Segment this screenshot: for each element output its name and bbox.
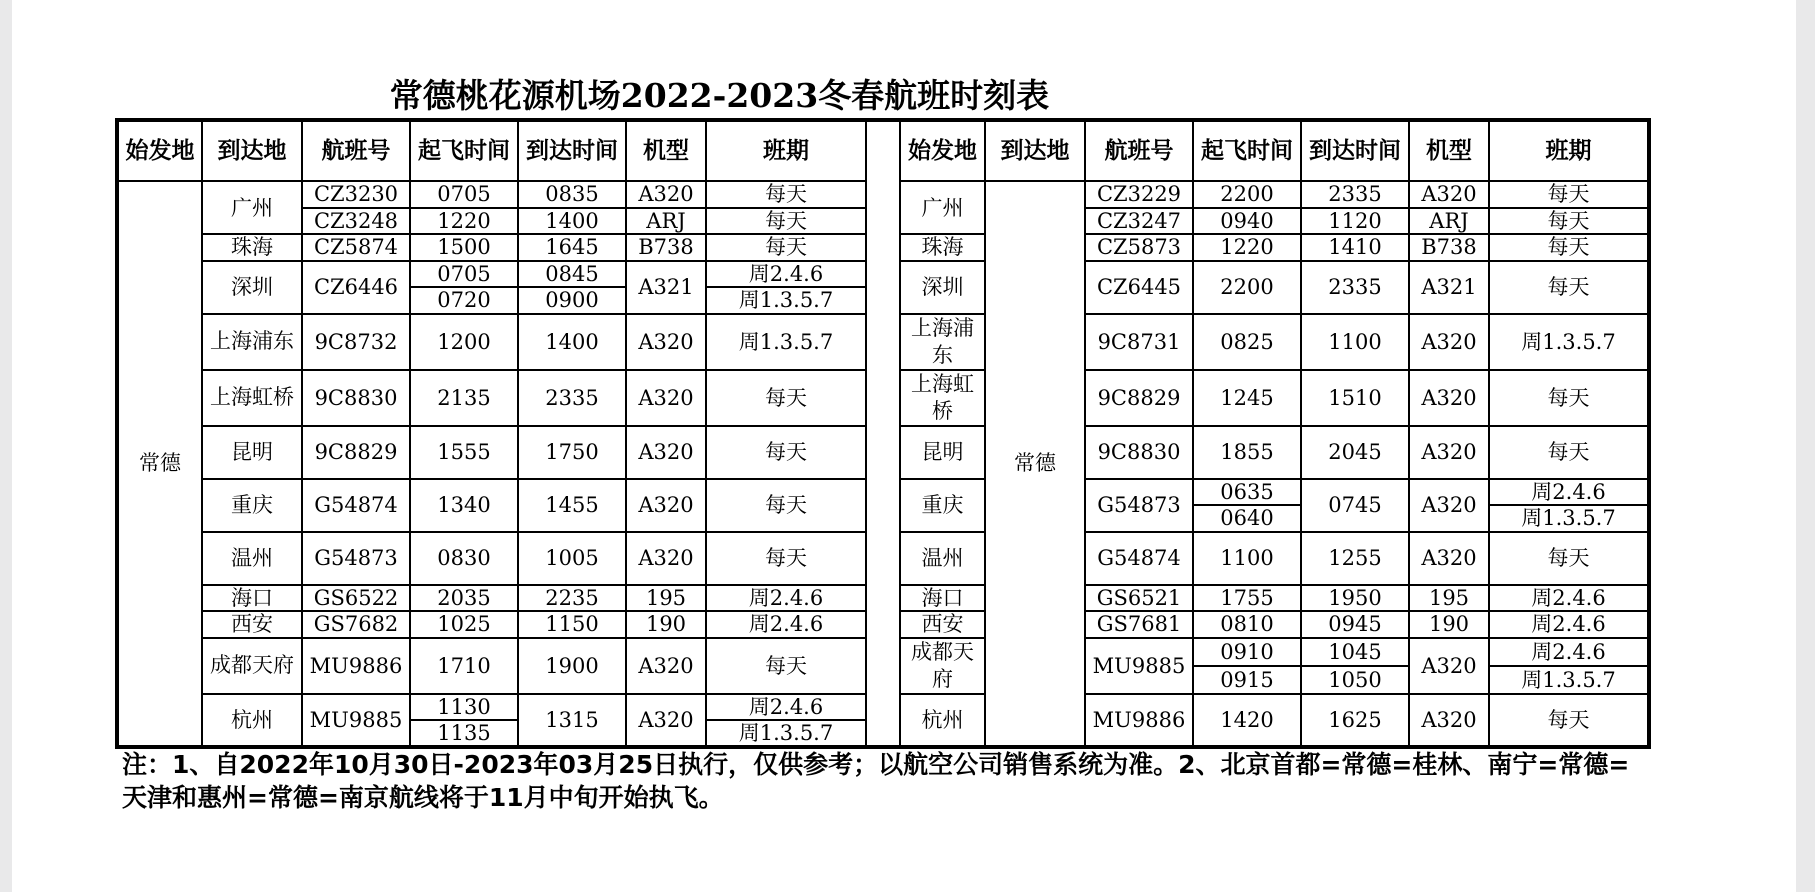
aircraft-cell: A320 <box>1409 694 1489 747</box>
destination-cell: 常德 <box>985 181 1085 747</box>
arrival-cell: 1455 <box>518 479 626 532</box>
departure-cell: 1220 <box>1193 234 1301 261</box>
aircraft-cell: B738 <box>1409 234 1489 261</box>
schedule-cell: 每天 <box>706 208 866 235</box>
departure-cell: 1855 <box>1193 426 1301 479</box>
schedule-cell: 周2.4.6 <box>1489 611 1649 638</box>
flight-no-cell: GS7682 <box>302 611 410 638</box>
aircraft-cell: A321 <box>626 261 706 314</box>
header-departure-time: 起飞时间 <box>1193 120 1301 181</box>
schedule-cell: 周1.3.5.7 <box>1489 314 1649 370</box>
aircraft-cell: A320 <box>1409 638 1489 694</box>
aircraft-cell: A321 <box>1409 261 1489 314</box>
schedule-cell: 每天 <box>1489 426 1649 479</box>
schedule-cell: 周1.3.5.7 <box>1489 505 1649 532</box>
header-origin: 始发地 <box>900 120 985 181</box>
schedule-cell: 每天 <box>706 234 866 261</box>
departure-cell: 1340 <box>410 479 518 532</box>
schedule-cell: 周2.4.6 <box>1489 638 1649 666</box>
schedule-cell: 每天 <box>1489 370 1649 426</box>
departure-cell: 1220 <box>410 208 518 235</box>
schedule-cell: 每天 <box>1489 694 1649 747</box>
flight-no-cell: G54874 <box>302 479 410 532</box>
destination-cell: 昆明 <box>202 426 302 479</box>
aircraft-cell: A320 <box>1409 370 1489 426</box>
origin-cell: 温州 <box>900 532 985 585</box>
destination-cell: 成都天府 <box>202 638 302 694</box>
departure-cell: 0940 <box>1193 208 1301 235</box>
origin-cell: 常德 <box>117 181 202 747</box>
aircraft-cell: 195 <box>626 585 706 612</box>
arrival-cell: 1400 <box>518 314 626 370</box>
departure-cell: 1100 <box>1193 532 1301 585</box>
arrival-cell: 1750 <box>518 426 626 479</box>
aircraft-cell: 190 <box>626 611 706 638</box>
origin-cell: 昆明 <box>900 426 985 479</box>
aircraft-cell: A320 <box>1409 426 1489 479</box>
arrival-cell: 1900 <box>518 638 626 694</box>
flight-no-cell: 9C8731 <box>1085 314 1193 370</box>
aircraft-cell: B738 <box>626 234 706 261</box>
flight-no-cell: GS6522 <box>302 585 410 612</box>
departure-cell: 1135 <box>410 720 518 747</box>
flight-no-cell: GS7681 <box>1085 611 1193 638</box>
arrival-cell: 1400 <box>518 208 626 235</box>
departure-cell: 1555 <box>410 426 518 479</box>
flight-no-cell: CZ6445 <box>1085 261 1193 314</box>
header-origin: 始发地 <box>117 120 202 181</box>
arrival-cell: 1005 <box>518 532 626 585</box>
header-arrival-time: 到达时间 <box>518 120 626 181</box>
departure-cell: 1025 <box>410 611 518 638</box>
column-gap <box>866 120 900 747</box>
destination-cell: 温州 <box>202 532 302 585</box>
flight-no-cell: MU9886 <box>1085 694 1193 747</box>
arrival-cell: 1410 <box>1301 234 1409 261</box>
header-aircraft: 机型 <box>626 120 706 181</box>
schedule-cell: 每天 <box>706 532 866 585</box>
aircraft-cell: A320 <box>626 694 706 747</box>
departure-cell: 0810 <box>1193 611 1301 638</box>
schedule-cell: 周1.3.5.7 <box>706 287 866 314</box>
schedule-cell: 周2.4.6 <box>1489 585 1649 612</box>
header-destination: 到达地 <box>985 120 1085 181</box>
arrival-cell: 1950 <box>1301 585 1409 612</box>
flight-no-cell: 9C8830 <box>1085 426 1193 479</box>
arrival-cell: 1050 <box>1301 666 1409 694</box>
aircraft-cell: A320 <box>1409 532 1489 585</box>
flight-no-cell: MU9886 <box>302 638 410 694</box>
arrival-cell: 0945 <box>1301 611 1409 638</box>
origin-cell: 杭州 <box>900 694 985 747</box>
departure-cell: 1500 <box>410 234 518 261</box>
schedule-cell: 每天 <box>1489 234 1649 261</box>
arrival-cell: 2335 <box>518 370 626 426</box>
origin-cell: 海口 <box>900 585 985 612</box>
arrival-cell: 0845 <box>518 261 626 288</box>
schedule-cell: 每天 <box>1489 532 1649 585</box>
aircraft-cell: A320 <box>626 314 706 370</box>
flight-no-cell: GS6521 <box>1085 585 1193 612</box>
document-page <box>12 0 1796 892</box>
origin-cell: 上海浦东 <box>900 314 985 370</box>
aircraft-cell: 195 <box>1409 585 1489 612</box>
flight-no-cell: CZ5873 <box>1085 234 1193 261</box>
aircraft-cell: A320 <box>626 370 706 426</box>
schedule-cell: 周2.4.6 <box>706 694 866 721</box>
destination-cell: 海口 <box>202 585 302 612</box>
destination-cell: 广州 <box>202 181 302 234</box>
departure-cell: 0720 <box>410 287 518 314</box>
destination-cell: 重庆 <box>202 479 302 532</box>
schedule-cell: 周2.4.6 <box>706 611 866 638</box>
destination-cell: 上海虹桥 <box>202 370 302 426</box>
departure-cell: 0705 <box>410 261 518 288</box>
flight-no-cell: CZ5874 <box>302 234 410 261</box>
origin-cell: 成都天府 <box>900 638 985 694</box>
schedule-cell: 每天 <box>1489 261 1649 314</box>
departure-cell: 1710 <box>410 638 518 694</box>
departure-cell: 0635 <box>1193 479 1301 506</box>
arrival-cell: 1045 <box>1301 638 1409 666</box>
flight-no-cell: CZ3229 <box>1085 181 1193 208</box>
schedule-cell: 每天 <box>706 426 866 479</box>
flight-no-cell: MU9885 <box>302 694 410 747</box>
flight-no-cell: CZ6446 <box>302 261 410 314</box>
flight-timetable <box>115 118 1651 749</box>
aircraft-cell: A320 <box>1409 314 1489 370</box>
departure-cell: 2135 <box>410 370 518 426</box>
schedule-cell: 每天 <box>1489 181 1649 208</box>
schedule-cell: 周2.4.6 <box>706 585 866 612</box>
arrival-cell: 1100 <box>1301 314 1409 370</box>
schedule-cell: 周2.4.6 <box>706 261 866 288</box>
arrival-cell: 1645 <box>518 234 626 261</box>
schedule-cell: 周2.4.6 <box>1489 479 1649 506</box>
aircraft-cell: A320 <box>626 638 706 694</box>
header-aircraft: 机型 <box>1409 120 1489 181</box>
arrival-cell: 2235 <box>518 585 626 612</box>
departure-cell: 1130 <box>410 694 518 721</box>
flight-no-cell: MU9885 <box>1085 638 1193 694</box>
flight-no-cell: CZ3230 <box>302 181 410 208</box>
header-departure-time: 起飞时间 <box>410 120 518 181</box>
schedule-cell: 周1.3.5.7 <box>706 720 866 747</box>
schedule-cell: 每天 <box>706 370 866 426</box>
arrival-cell: 2335 <box>1301 181 1409 208</box>
table-header-row <box>117 120 1649 181</box>
arrival-cell: 2335 <box>1301 261 1409 314</box>
departure-cell: 2035 <box>410 585 518 612</box>
aircraft-cell: A320 <box>1409 479 1489 532</box>
flight-no-cell: CZ3248 <box>302 208 410 235</box>
schedule-cell: 周1.3.5.7 <box>706 314 866 370</box>
arrival-cell: 0835 <box>518 181 626 208</box>
header-schedule: 班期 <box>1489 120 1649 181</box>
aircraft-cell: A320 <box>626 181 706 208</box>
destination-cell: 杭州 <box>202 694 302 747</box>
flight-no-cell: 9C8829 <box>1085 370 1193 426</box>
destination-cell: 上海浦东 <box>202 314 302 370</box>
departure-cell: 1200 <box>410 314 518 370</box>
header-flight-no: 航班号 <box>302 120 410 181</box>
flight-no-cell: 9C8829 <box>302 426 410 479</box>
aircraft-cell: A320 <box>626 532 706 585</box>
schedule-cell: 每天 <box>706 638 866 694</box>
aircraft-cell: A320 <box>626 426 706 479</box>
origin-cell: 上海虹桥 <box>900 370 985 426</box>
departure-cell: 0915 <box>1193 666 1301 694</box>
departure-cell: 0910 <box>1193 638 1301 666</box>
aircraft-cell: 190 <box>1409 611 1489 638</box>
arrival-cell: 0745 <box>1301 479 1409 532</box>
flight-no-cell: G54873 <box>302 532 410 585</box>
flight-no-cell: 9C8830 <box>302 370 410 426</box>
departure-cell: 0705 <box>410 181 518 208</box>
arrival-cell: 0900 <box>518 287 626 314</box>
departure-cell: 0830 <box>410 532 518 585</box>
departure-cell: 0640 <box>1193 505 1301 532</box>
destination-cell: 西安 <box>202 611 302 638</box>
origin-cell: 重庆 <box>900 479 985 532</box>
arrival-cell: 1510 <box>1301 370 1409 426</box>
header-arrival-time: 到达时间 <box>1301 120 1409 181</box>
arrival-cell: 2045 <box>1301 426 1409 479</box>
aircraft-cell: ARJ <box>626 208 706 235</box>
departure-cell: 2200 <box>1193 261 1301 314</box>
page-title: 常德桃花源机场2022-2023冬春航班时刻表 <box>389 76 1050 115</box>
schedule-cell: 每天 <box>706 479 866 532</box>
arrival-cell: 1150 <box>518 611 626 638</box>
aircraft-cell: ARJ <box>1409 208 1489 235</box>
destination-cell: 深圳 <box>202 261 302 314</box>
header-destination: 到达地 <box>202 120 302 181</box>
origin-cell: 深圳 <box>900 261 985 314</box>
departure-cell: 1420 <box>1193 694 1301 747</box>
header-schedule: 班期 <box>706 120 866 181</box>
schedule-cell: 每天 <box>706 181 866 208</box>
departure-cell: 1245 <box>1193 370 1301 426</box>
footnote: 注：1、自2022年10月30日-2023年03月25日执行，仅供参考；以航空公司销售系统为准。2、北京首都=常德=桂林、南宁=常德=天津和惠州=常德=南京航线将于11月中旬开始执飞。 <box>122 750 1630 812</box>
flight-no-cell: G54874 <box>1085 532 1193 585</box>
aircraft-cell: A320 <box>626 479 706 532</box>
schedule-cell: 周1.3.5.7 <box>1489 666 1649 694</box>
flight-no-cell: 9C8732 <box>302 314 410 370</box>
header-flight-no: 航班号 <box>1085 120 1193 181</box>
origin-cell: 珠海 <box>900 234 985 261</box>
origin-cell: 西安 <box>900 611 985 638</box>
destination-cell: 珠海 <box>202 234 302 261</box>
departure-cell: 0825 <box>1193 314 1301 370</box>
origin-cell: 广州 <box>900 181 985 234</box>
schedule-cell: 每天 <box>1489 208 1649 235</box>
departure-cell: 1755 <box>1193 585 1301 612</box>
flight-no-cell: G54873 <box>1085 479 1193 532</box>
aircraft-cell: A320 <box>1409 181 1489 208</box>
arrival-cell: 1120 <box>1301 208 1409 235</box>
arrival-cell: 1625 <box>1301 694 1409 747</box>
arrival-cell: 1315 <box>518 694 626 747</box>
arrival-cell: 1255 <box>1301 532 1409 585</box>
departure-cell: 2200 <box>1193 181 1301 208</box>
flight-no-cell: CZ3247 <box>1085 208 1193 235</box>
